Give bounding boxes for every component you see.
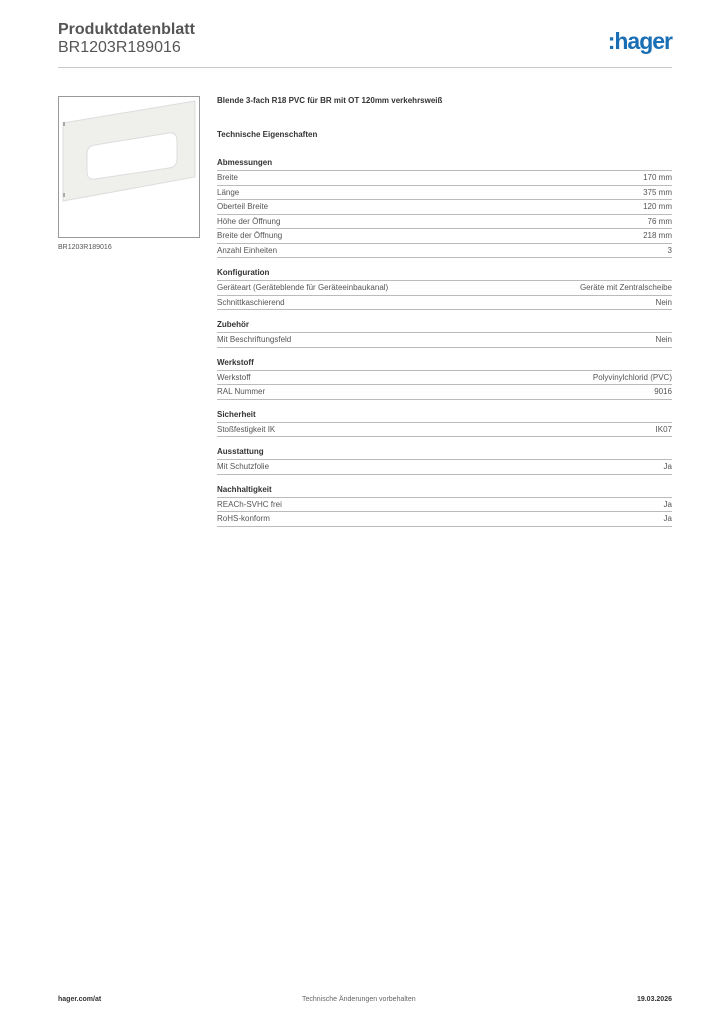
spec-row xyxy=(217,385,672,400)
spec-value: 375 mm xyxy=(643,187,672,197)
spec-section xyxy=(217,446,672,475)
section-subtitle: Technische Eigenschaften xyxy=(217,130,318,139)
section-heading: Ausstattung xyxy=(217,446,672,460)
spec-row xyxy=(217,512,672,527)
spec-row xyxy=(217,281,672,296)
spec-value: IK07 xyxy=(655,424,672,434)
product-title: Blende 3-fach R18 PVC für BR mit OT 120mm verkehrsweiß xyxy=(217,96,443,105)
spec-row xyxy=(217,229,672,244)
footer-note: Technische Änderungen vorbehalten xyxy=(302,996,416,1003)
spec-label: Länge xyxy=(217,187,240,197)
spec-label: RAL Nummer xyxy=(217,387,266,396)
spec-label: Anzahl Einheiten xyxy=(217,245,278,255)
section-heading: Werkstoff xyxy=(217,357,672,371)
spec-section xyxy=(217,319,672,348)
spec-row xyxy=(217,244,672,259)
section-heading: Abmessungen xyxy=(217,157,672,171)
spec-label: Breite xyxy=(217,173,238,182)
spec-value: Ja xyxy=(663,462,672,471)
spec-label: Mit Schutzfolie xyxy=(217,462,270,471)
header-divider xyxy=(58,67,672,68)
spec-label: Mit Beschriftungsfeld xyxy=(217,335,292,344)
product-details xyxy=(217,96,672,536)
spec-row xyxy=(217,371,672,386)
spec-label: Stoßfestigkeit IK xyxy=(217,424,276,434)
spec-row xyxy=(217,460,672,475)
section-heading: Nachhaltigkeit xyxy=(217,484,672,498)
section-heading: Konfiguration xyxy=(217,267,672,281)
spec-label: Schnittkaschierend xyxy=(217,297,285,307)
spec-label: REACh-SVHC frei xyxy=(217,499,282,509)
spec-label: RoHS-konform xyxy=(217,514,270,523)
spec-section xyxy=(217,357,672,400)
spec-row xyxy=(217,171,672,186)
spec-value: 3 xyxy=(667,245,672,255)
section-heading: Zubehör xyxy=(217,319,672,333)
spec-value: 170 mm xyxy=(643,173,672,182)
spec-row xyxy=(217,215,672,230)
spec-value: 218 mm xyxy=(643,231,672,240)
spec-value: Geräte mit Zentralscheibe xyxy=(579,283,672,292)
spec-value: Ja xyxy=(663,499,672,509)
spec-value: 9016 xyxy=(654,387,672,396)
spec-row xyxy=(217,200,672,215)
section-heading: Sicherheit xyxy=(217,409,672,423)
spec-label: Oberteil Breite xyxy=(217,202,269,211)
spec-value: Nein xyxy=(655,297,672,307)
footer-date: 19.03.2026 xyxy=(636,996,672,1003)
spec-value: Polyvinylchlorid (PVC) xyxy=(592,372,672,382)
spec-section xyxy=(217,484,672,527)
spec-section xyxy=(217,267,672,310)
image-caption: BR1203R189016 xyxy=(58,244,112,251)
spec-label: Breite der Öffnung xyxy=(217,231,283,240)
spec-row xyxy=(217,186,672,201)
spec-value: 76 mm xyxy=(647,216,672,226)
page-title: Produktdatenblatt xyxy=(58,21,195,38)
spec-value: 120 mm xyxy=(643,202,672,211)
spec-row xyxy=(217,498,672,513)
spec-value: Ja xyxy=(663,514,672,523)
spec-row xyxy=(217,333,672,348)
spec-label: Höhe der Öffnung xyxy=(217,216,281,226)
hager-logo: :hager xyxy=(607,28,672,54)
spec-label: Werkstoff xyxy=(217,372,251,382)
footer-website[interactable]: hager.com/at xyxy=(58,996,102,1003)
spec-row xyxy=(217,423,672,438)
spec-section xyxy=(217,409,672,438)
product-code: BR1203R189016 xyxy=(58,39,181,56)
spec-value: Nein xyxy=(655,335,672,344)
spec-label: Geräteart (Geräteblende für Geräteeinbaukanal) xyxy=(217,283,389,292)
spec-row xyxy=(217,296,672,311)
product-image xyxy=(58,96,200,238)
spec-section xyxy=(217,157,672,258)
